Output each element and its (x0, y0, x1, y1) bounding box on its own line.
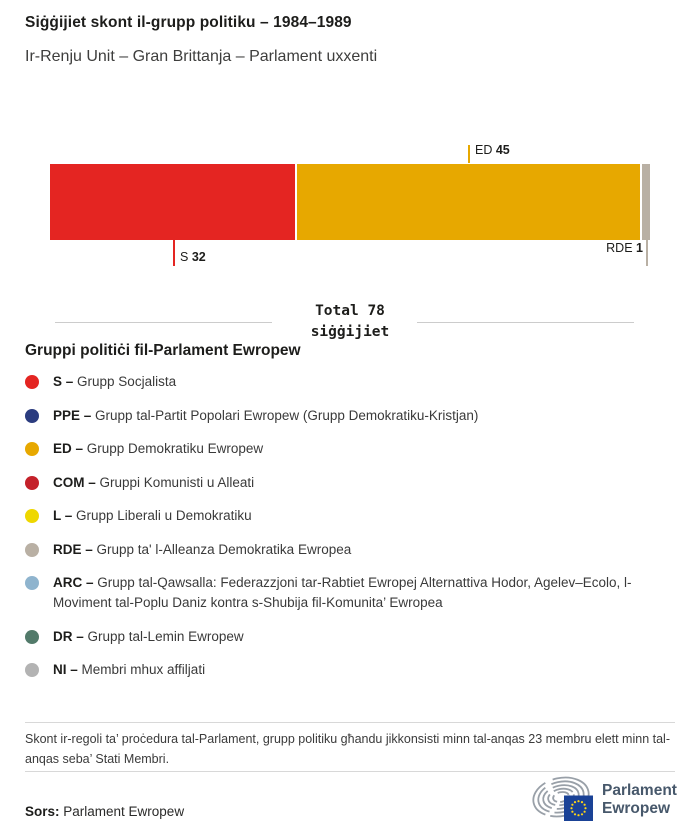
legend-item-ni (25, 660, 677, 680)
rde-color-dot-icon (25, 543, 39, 557)
s-value: 32 (191, 250, 206, 264)
logo-line2: Ewropew (602, 800, 671, 817)
source-line (25, 804, 184, 819)
s-code: S (180, 250, 189, 264)
legend-text: Gruppi Komunisti u Alleati (99, 474, 255, 490)
ed-tick-mark (468, 145, 470, 163)
legend-code: S – (53, 374, 74, 389)
legend-item-rde (25, 540, 677, 560)
legend-item-ed (25, 439, 677, 459)
legend-item-label (53, 573, 677, 613)
legend-code: NI – (53, 662, 78, 677)
legend-list (25, 372, 677, 680)
legend-item-label (53, 540, 351, 560)
legend-code: RDE – (53, 541, 93, 557)
legend-item-ppe (25, 406, 677, 426)
legend-text: Grupp tal-Qawsalla: Federazzjoni tar-Rabtiet Ewropej Alternattiva Hodor, Agelev–Ecolo, l-Moviment tal-Poplu Daniz kontra s-Shubija fil-Komunita’ Ewropea (53, 575, 632, 610)
legend-code: ED – (53, 441, 84, 456)
legend-heading: Gruppi politiċi fil-Parlament Ewropew (25, 342, 301, 359)
legend-item-l (25, 506, 677, 526)
s-bar-label (180, 250, 206, 264)
legend-text: Grupp Demokratiku Ewropew (86, 441, 264, 456)
ed-bar-label (475, 143, 510, 157)
footer-divider-bottom (25, 771, 675, 772)
rde-code: RDE (606, 241, 633, 255)
ni-color-dot-icon (25, 663, 39, 677)
legend-item-label (53, 473, 254, 493)
legend-item-arc (25, 573, 677, 613)
bar-segment-rde (642, 164, 650, 240)
ed-color-dot-icon (25, 442, 39, 456)
legend-text: Grupp ta' l-Alleanza Demokratika Ewropea (96, 541, 352, 557)
legend-item-dr (25, 627, 677, 647)
legend-code: DR – (53, 628, 84, 644)
rde-value: 1 (636, 241, 643, 255)
total-line1: Total 78 (315, 303, 385, 319)
ed-code: ED (475, 143, 493, 157)
s-tick-mark (173, 240, 175, 266)
footnote: Skont ir-regoli ta’ proċedura tal-Parlament, grupp politiku għandu jikkonsisti minn tal-anqas 23 membru elett minn tal-anqas seba’ Stati Membri. (25, 732, 670, 766)
legend-text: Grupp tal-Partit Popolari Ewropew (Grupp Demokratiku-Kristjan) (95, 407, 479, 423)
ed-value: 45 (495, 143, 510, 157)
page-subtitle: Ir-Renju Unit – Gran Brittanja – Parlament uxxenti (25, 48, 378, 65)
dr-color-dot-icon (25, 630, 39, 644)
legend-item-label (53, 372, 176, 392)
logo-line1: Parlament (602, 782, 677, 799)
l-color-dot-icon (25, 509, 39, 523)
legend-text: Grupp tal-Lemin Ewropew (87, 628, 244, 644)
legend-item-label (53, 660, 205, 680)
legend-code: COM – (53, 474, 96, 490)
legend-item-label (53, 439, 263, 459)
ppe-color-dot-icon (25, 409, 39, 423)
eu-flag (564, 796, 593, 822)
legend-item-label (53, 506, 252, 526)
footer-divider-top (25, 722, 675, 723)
stacked-bar (50, 164, 650, 240)
legend-text: Grupp Liberali u Demokratiku (76, 508, 252, 523)
legend-item-label (53, 627, 244, 647)
rde-tick-mark (646, 240, 648, 266)
legend-text: Membri mhux affiljati (81, 662, 206, 677)
bar-segment-ed (297, 164, 641, 240)
legend-item-com (25, 473, 677, 493)
s-color-dot-icon (25, 375, 39, 389)
legend-item-s (25, 372, 677, 392)
european-parliament-logo-text (602, 782, 677, 818)
legend-code: PPE – (53, 407, 92, 423)
bar-segment-s (50, 164, 295, 240)
source-value: Parlament Ewropew (59, 804, 185, 819)
total-seats-label (0, 301, 700, 343)
european-parliament-logo-icon (531, 776, 601, 824)
legend-text: Grupp Socjalista (77, 374, 177, 389)
com-color-dot-icon (25, 476, 39, 490)
source-label: Sors: (25, 804, 60, 819)
arc-color-dot-icon (25, 576, 39, 590)
rde-bar-label (606, 241, 643, 255)
legend-code: L – (53, 508, 73, 523)
page-title: Siġġijiet skont il-grupp politiku – 1984–1989 (25, 14, 352, 31)
total-line2: siġġijiet (310, 324, 390, 340)
legend-code: ARC – (53, 575, 94, 590)
legend-item-label (53, 406, 478, 426)
